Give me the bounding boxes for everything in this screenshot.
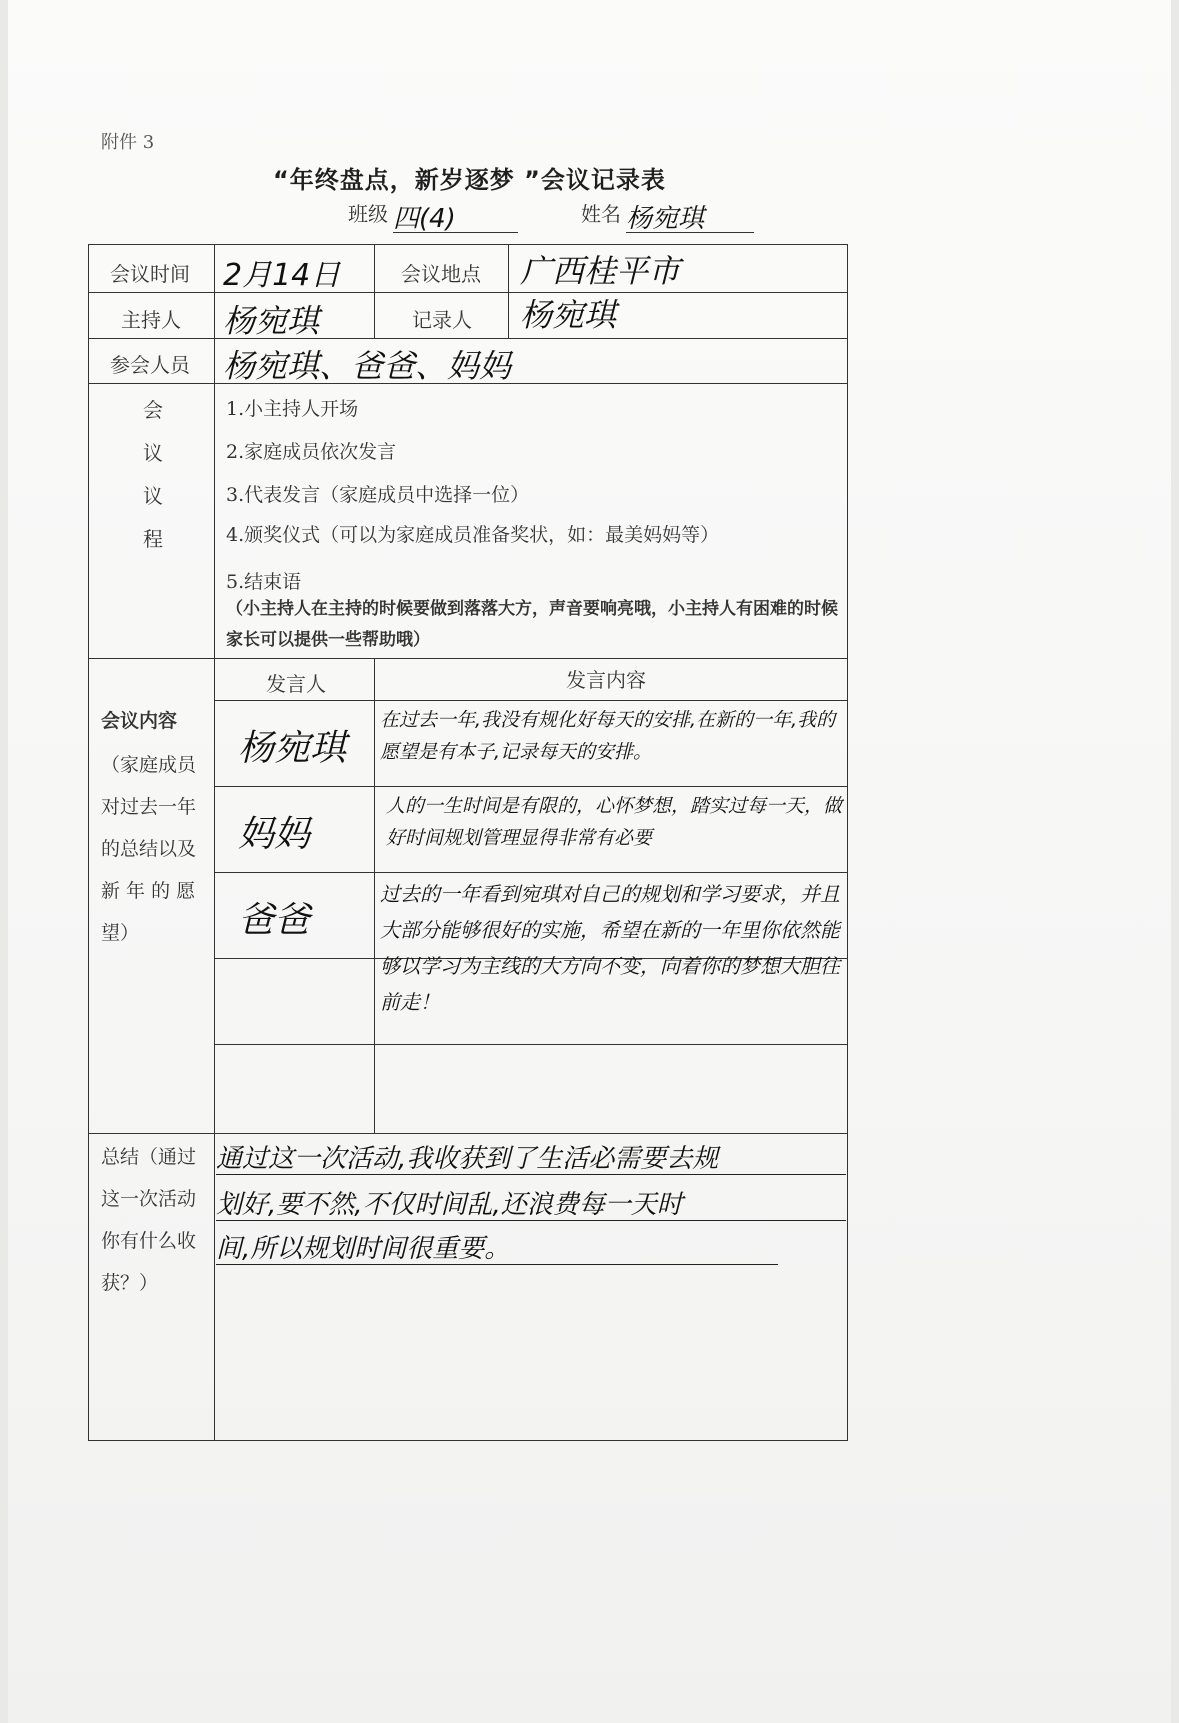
class-field bbox=[393, 198, 518, 233]
recorder-value: 杨宛琪 bbox=[520, 296, 617, 334]
content-header-divider bbox=[214, 700, 848, 701]
table-row-divider bbox=[88, 338, 848, 339]
host-value: 杨宛琪 bbox=[223, 302, 320, 340]
class-label: 班级 bbox=[348, 202, 388, 226]
agenda-item: 1.小主持人开场 bbox=[226, 398, 359, 420]
agenda-item: 2.家庭成员依次发言 bbox=[226, 441, 397, 463]
table-row-divider bbox=[88, 658, 848, 659]
table-col-divider bbox=[508, 244, 509, 338]
agenda-label-char: 会 bbox=[143, 398, 163, 422]
name-value: 杨宛琪 bbox=[626, 204, 705, 234]
summary-line: 间,所以规划时间很重要。 bbox=[216, 1234, 511, 1264]
agenda-note: （小主持人在主持的时候要做到落落大方，声音要响亮哦，小主持人有困难的时候家长可以提供一些帮助哦） bbox=[226, 599, 838, 650]
host-label: 主持人 bbox=[121, 308, 181, 332]
class-value: 四(4) bbox=[393, 204, 456, 234]
summary-underline bbox=[216, 1174, 846, 1175]
content-row-divider bbox=[214, 786, 848, 787]
attendees-label: 参会人员 bbox=[110, 353, 190, 377]
speaker-name: 爸爸 bbox=[238, 900, 311, 941]
summary-line: 划好,要不然,不仅时间乱,还浪费每一天时 bbox=[216, 1190, 683, 1220]
place-value: 广西桂平市 bbox=[520, 252, 681, 290]
summary-label: 总结（通过这一次活动你有什么收获？） bbox=[101, 1146, 197, 1294]
content-section-title: 会议内容 bbox=[101, 710, 178, 732]
speaker-name: 杨宛琪 bbox=[238, 728, 347, 769]
content-row-divider bbox=[214, 872, 848, 873]
agenda-label-char: 程 bbox=[143, 527, 163, 551]
time-value: 2月14日 bbox=[223, 258, 341, 293]
table-row-divider bbox=[88, 1133, 848, 1134]
name-label: 姓名 bbox=[581, 202, 621, 226]
agenda-label-char: 议 bbox=[143, 484, 163, 508]
agenda-item: 5.结束语 bbox=[226, 571, 302, 593]
speaker-column-header: 发言人 bbox=[266, 672, 326, 696]
summary-line: 通过这一次活动,我收获到了生活必需要去规 bbox=[216, 1144, 719, 1174]
content-col-divider bbox=[374, 658, 375, 1133]
content-section-desc: （家庭成员对过去一年的总结以及新 年 的 愿望） bbox=[101, 754, 197, 944]
agenda-item: 3.代表发言（家庭成员中选择一位） bbox=[226, 484, 530, 506]
time-label: 会议时间 bbox=[110, 262, 190, 286]
speech-text: 人的一生时间是有限的，心怀梦想，踏实过每一天，做好时间规划管理显得非常有必要 bbox=[386, 795, 843, 849]
place-label: 会议地点 bbox=[401, 262, 481, 286]
table-col-divider bbox=[374, 244, 375, 338]
document-sheet bbox=[8, 0, 1171, 1723]
document-title: “年终盘点，新岁逐梦 ”会议记录表 bbox=[273, 166, 666, 194]
attachment-label: 附件 3 bbox=[101, 132, 155, 153]
agenda-label-char: 议 bbox=[143, 441, 163, 465]
summary-underline bbox=[216, 1220, 846, 1221]
attendees-value: 杨宛琪、爸爸、妈妈 bbox=[223, 347, 512, 385]
table-col-divider bbox=[214, 244, 215, 1441]
name-field bbox=[626, 198, 754, 233]
summary-underline bbox=[216, 1264, 778, 1265]
recorder-label: 记录人 bbox=[412, 308, 472, 332]
speech-text: 在过去一年,我没有规化好每天的安排,在新的一年,我的愿望是有本子,记录每天的安排。 bbox=[380, 709, 836, 763]
speaker-name: 妈妈 bbox=[238, 814, 311, 855]
agenda-item: 4.颁奖仪式（可以为家庭成员准备奖状，如：最美妈妈等） bbox=[226, 524, 720, 546]
table-row-divider bbox=[88, 292, 848, 293]
content-column-header: 发言内容 bbox=[566, 668, 646, 692]
speech-text: 过去的一年看到宛琪对自己的规划和学习要求，并且大部分能够很好的实施，希望在新的一年里你依然能够以学习为主线的大方向不变，向着你的梦想大胆往前走！ bbox=[380, 882, 840, 1014]
